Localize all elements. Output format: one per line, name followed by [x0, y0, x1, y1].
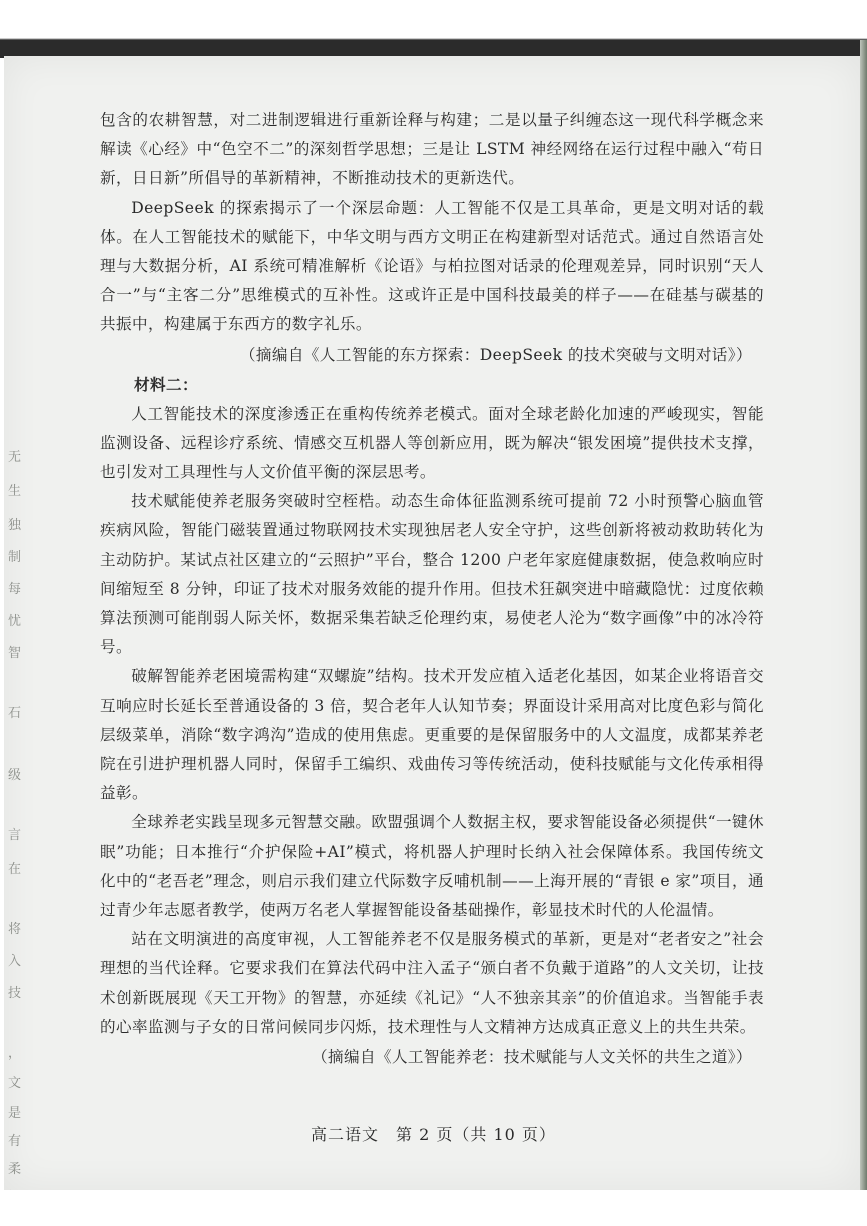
bleed-char: 在	[8, 862, 22, 877]
bleed-char: ，	[8, 1046, 22, 1061]
photo-bottom-edge	[0, 1190, 867, 1226]
bleed-char: 言	[8, 828, 22, 843]
paragraph: 站在文明演进的高度审视，人工智能养老不仅是服务模式的革新，更是对“老者安之”社会理想的当代诠释。它要求我们在算法代码中注入孟子“颁白者不负戴于道路”的人文关切，让技术创新既展现《天工开物》的智慧，亦延续《礼记》“人不独亲其亲”的价值追求。当智能手表的心率监测与子女的日常问候同步闪烁，技术理性与人文精神方达成真正意义上的共生共荣。	[100, 930, 764, 1036]
source-citation: （摘编自《人工智能的东方探索：DeepSeek 的技术突破与文明对话》）	[239, 345, 752, 364]
bleed-char: 入	[8, 954, 22, 969]
paragraph: DeepSeek 的探索揭示了一个深层命题：人工智能不仅是工具革命，更是文明对话的载体。在人工智能技术的赋能下，中华文明与西方文明正在构建新型对话范式。通过自然语言处理与大数据分析，AI 系统可精准解析《论语》与柏拉图对话录的伦理观差异，同时识别“天人合一”与“主客二分”思维模式的互补性。这或许正是中国科技最美的样子——在硅基与碳基的共振中，构建属于东西方的数字礼乐。	[100, 198, 764, 334]
bleed-char: 智	[8, 646, 22, 661]
bleed-char: 制	[8, 550, 22, 565]
paragraph: 包含的农耕智慧，对二进制逻辑进行重新诠释与构建；二是以量子纠缠态这一现代科学概念来解读《心经》中“色空不二”的深刻哲学思想；三是让 LSTM 神经网络在运行过程中融入“苟日新，日日新”所倡导的革新精神，不断推动技术的更新迭代。	[100, 111, 764, 188]
bleed-char: 无	[8, 450, 22, 465]
bleed-char: 技	[8, 986, 22, 1001]
bleed-char: 忧	[8, 614, 22, 629]
bleed-char: 将	[8, 922, 22, 937]
bleed-char: 级	[8, 768, 22, 783]
bleed-char: 柔	[8, 1162, 22, 1177]
bleed-char: 独	[8, 518, 22, 533]
material-heading: 材料二：	[134, 374, 198, 394]
photo-top-edge	[0, 0, 867, 58]
source-citation: （摘编自《人工智能养老：技术赋能与人文关怀的共生之道》）	[311, 1048, 752, 1067]
bleed-char: 文	[8, 1076, 22, 1091]
page-body	[100, 106, 764, 1072]
photo-right-edge	[860, 40, 867, 1190]
paragraph: 技术赋能使养老服务突破时空桎梏。动态生命体征监测系统可提前 72 小时预警心脑血管疾病风险，智能门磁装置通过物联网技术实现独居老人安全守护，这些创新将被动救助转化为主动防护。某试点社区建立的“云照护”平台，整合 1200 户老年家庭健康数据，使急救响应时间缩短至 8 分钟，印证了技术对服务效能的提升作用。但技术狂飙突进中暗藏隐忧：过度依赖算法预测可能削弱人际关怀，数据采集若缺乏伦理约束，易使老人沦为“数字画像”中的冰冷符号。	[100, 492, 764, 657]
bleed-char: 石	[8, 706, 22, 721]
paragraph: 全球养老实践呈现多元智慧交融。欧盟强调个人数据主权，要求智能设备必须提供“一键休眠”功能；日本推行“介护保险+AI”模式，将机器人护理时长纳入社会保障体系。我国传统文化中的“老吾老”理念，则启示我们建立代际数字反哺机制——上海开展的“青银 e 家”项目，通过青少年志愿者教学，使两万名老人掌握智能设备基础操作，彰显技术时代的人伦温情。	[100, 813, 764, 920]
bleed-char: 有	[8, 1134, 22, 1149]
paragraph: 破解智能养老困境需构建“双螺旋”结构。技术开发应植入适老化基因，如某企业将语音交互响应时长延长至普通设备的 3 倍，契合老年人认知节奏；界面设计采用高对比度色彩与简化层级菜单，消除“数字鸿沟”造成的使用焦虑。更重要的是保留服务中的人文温度，成都某养老院在引进护理机器人同时，保留手工编织、戏曲传习等传统活动，使科技赋能与文化传承相得益彰。	[100, 667, 764, 803]
bleed-char: 每	[8, 582, 22, 597]
paragraph: 人工智能技术的深度渗透正在重构传统养老模式。面对全球老龄化加速的严峻现实，智能监测设备、远程诊疗系统、情感交互机器人等创新应用，既为解决“银发困境”提供技术支撑，也引发对工具理性与人文价值平衡的深层思考。	[100, 404, 764, 482]
page-footer: 高二语文 第 2 页（共 10 页）	[311, 1125, 556, 1144]
bleed-char: 生	[8, 484, 22, 499]
previous-page-bleed	[4, 446, 26, 1206]
bleed-char: 是	[8, 1106, 22, 1121]
